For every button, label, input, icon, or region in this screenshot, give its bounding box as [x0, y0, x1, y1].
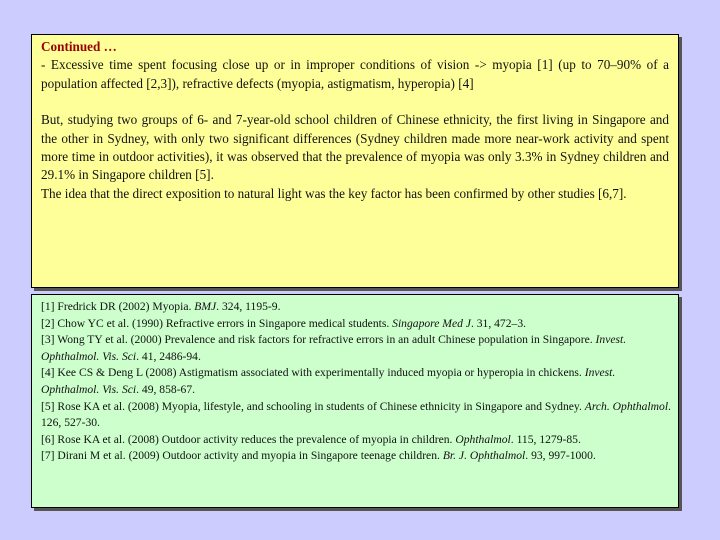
reference-item: [41, 365, 672, 398]
reference-journal: Ophthalmol: [455, 432, 511, 446]
reference-text: [4] Kee CS & Deng L (2008) Astigmatism associated with experimentally induced myopia or hyperopia in chickens.: [41, 366, 585, 380]
reference-text: [1] Fredrick DR (2002) Myopia.: [41, 300, 195, 313]
reference-item: [41, 448, 672, 465]
reference-volume: . 31, 472–3.: [470, 316, 527, 330]
reference-text: [6] Rose KA et al. (2008) Outdoor activity reduces the prevalence of myopia in children.: [41, 432, 456, 446]
reference-item: [41, 316, 672, 333]
reference-text: [3] Wong TY et al. (2000) Prevalence and risk factors for refractive errors in an adult Chinese population in Singapore.: [41, 333, 596, 347]
reference-item: [41, 299, 672, 316]
continued-title: [41, 38, 669, 56]
paragraph-spacer: [41, 93, 669, 111]
references-box: [31, 294, 679, 508]
paragraph-myopia-causes: [41, 56, 669, 93]
reference-volume: . 324, 1195-9.: [216, 300, 281, 313]
paragraph-study-text: But, studying two groups of 6- and 7-year-old school children of Chinese ethnicity, the first living in Singapore and the other in Sydney, with only two significant differences (Sydney children made more near-work activity and spent more time in outdoor activities), it was observed that the prevalence of myopia was only 3.3% in Sydney children and 29.1% in Singapore children [5]: [41, 112, 669, 183]
paragraph-myopia-causes-text: - Excessive time spent focusing close up or in improper conditions of vision -> myopia [1] (up to 70–90% of a population affected [2,3]), refractive defects (myopia, astigmatism, hyperopia) [4]: [41, 57, 669, 91]
reference-text: [2] Chow YC et al. (1990) Refractive errors in Singapore medical students.: [41, 316, 393, 330]
reference-volume: . 93, 997-1000.: [525, 449, 596, 463]
reference-journal: Invest. Ophthalmol. Vis. Sci: [41, 333, 627, 363]
reference-journal: Invest. Ophthalmol. Vis. Sci: [41, 366, 616, 396]
reference-journal: BMJ: [194, 300, 217, 313]
reference-journal: Br. J. Ophthalmol: [442, 449, 526, 463]
reference-volume: . 41, 2486-94.: [136, 349, 201, 363]
reference-item: [41, 399, 672, 432]
reference-item: [41, 332, 672, 365]
reference-volume: . 126, 527-30.: [41, 399, 671, 430]
paragraph-natural-light-period: .: [623, 185, 627, 201]
reference-journal: Arch. Ophthalmol: [584, 399, 669, 413]
reference-item: [41, 432, 672, 449]
paragraph-study-period: .: [210, 167, 214, 183]
reference-volume: . 115, 1279-85.: [510, 432, 581, 446]
continued-title-text: Continued …: [41, 39, 117, 54]
paragraph-natural-light-text: The idea that the direct exposition to natural light was the key factor has been confirmed by other studies [6,7]: [41, 185, 624, 201]
reference-text: [5] Rose KA et al. (2008) Myopia, lifestyle, and schooling in students of Chinese ethnicity in Singapore and Sydney.: [41, 399, 585, 413]
main-text-box: [31, 34, 679, 288]
reference-journal: Singapore Med J: [392, 316, 471, 330]
paragraph-natural-light: [41, 185, 669, 203]
reference-text: [7] Dirani M et al. (2009) Outdoor activity and myopia in Singapore teenage children.: [41, 449, 443, 463]
reference-volume: . 49, 858-67.: [136, 382, 196, 396]
paragraph-study: [41, 111, 669, 185]
